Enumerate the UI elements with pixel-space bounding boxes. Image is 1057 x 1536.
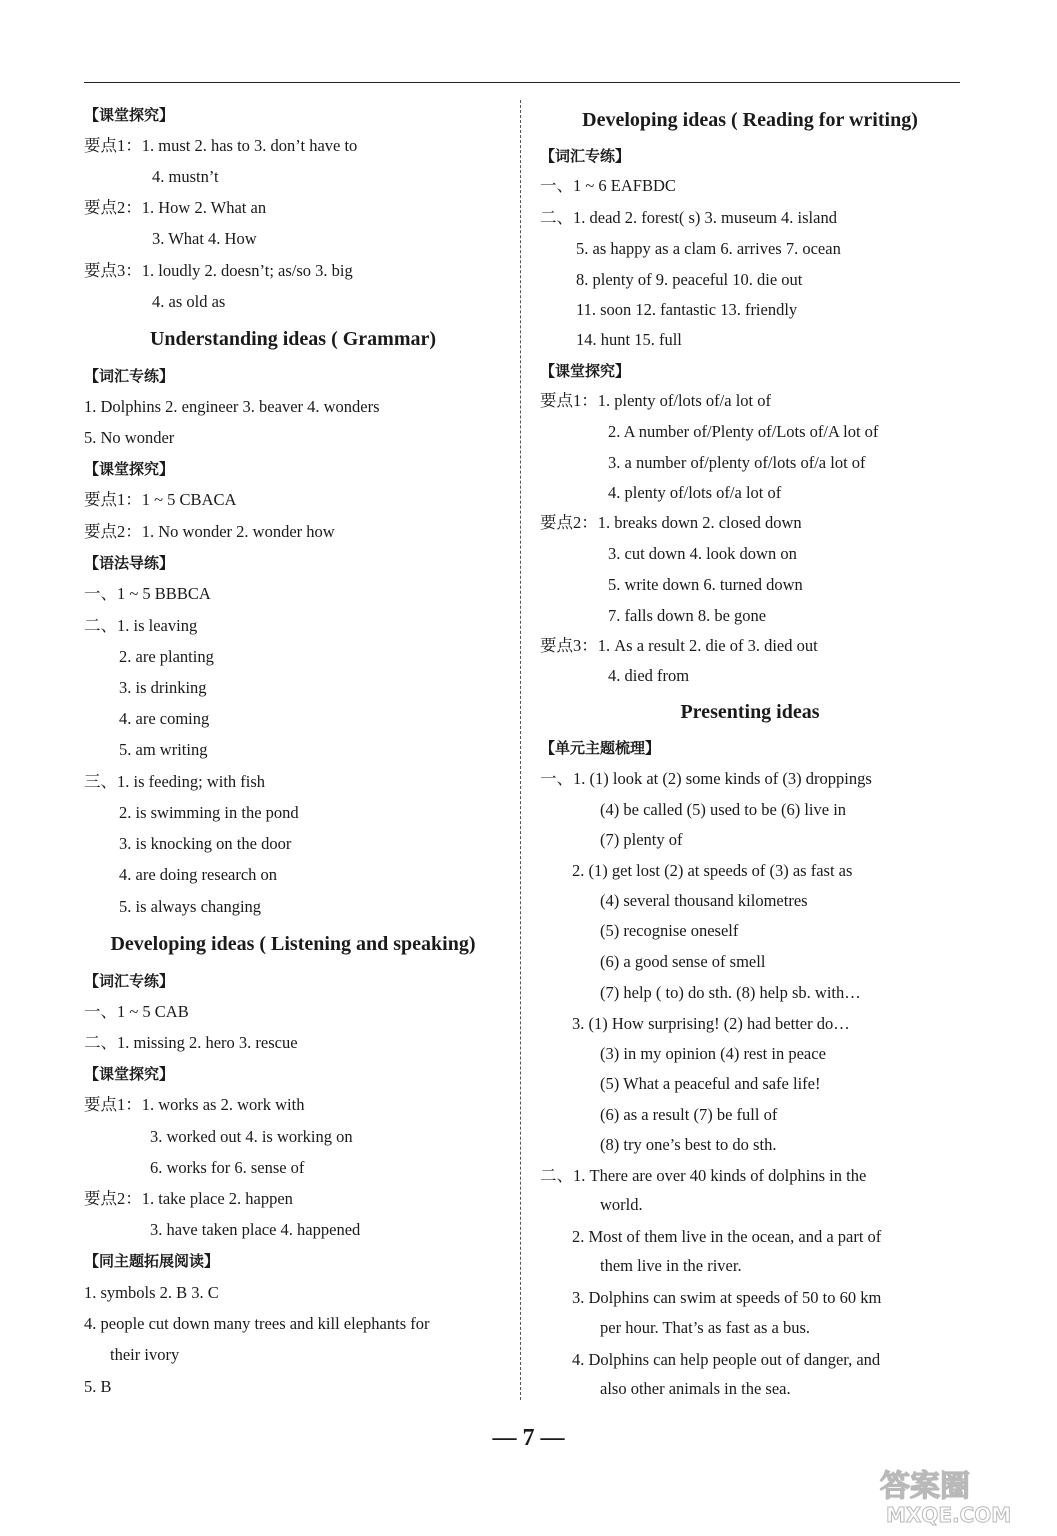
answer-line: (3) in my opinion (4) rest in peace [600,1044,826,1063]
answer-line: 要点1：1 ~ 5 CBACA [84,490,237,509]
section-label: 【词汇专练】 [84,972,175,990]
answer-line: 二、1. dead 2. forest( s) 3. museum 4. island [540,208,837,227]
answer-line: (8) try one’s best to do sth. [600,1135,777,1154]
answer-line: 5. B [84,1377,112,1396]
section-heading: Understanding ideas ( Grammar) [149,328,437,350]
answer-line: 1. symbols 2. B 3. C [84,1283,219,1302]
answer-line: 4. as old as [152,292,226,311]
answer-line: 3. worked out 4. is working on [150,1127,353,1146]
answer-line: 要点2：1. take place 2. happen [84,1189,293,1208]
answer-line: (6) as a result (7) be full of [600,1105,778,1124]
answer-line: 4. Dolphins can help people out of danger, and [572,1350,881,1369]
answer-line: 7. falls down 8. be gone [608,606,767,625]
answer-line: 要点2：1. How 2. What an [84,198,267,217]
section-label: 【词汇专练】 [84,367,175,385]
answer-line: 4. people cut down many trees and kill elephants for [84,1314,430,1333]
answer-line: 2. Most of them live in the ocean, and a part of [572,1227,882,1246]
answer-line: 4. mustn’t [152,167,219,186]
answer-line: 5. as happy as a clam 6. arrives 7. ocean [576,239,841,258]
svg-text:MXQE.COM: MXQE.COM [886,1503,1012,1527]
section-label: 【同主题拓展阅读】 [84,1252,220,1270]
answer-line: 三、1. is feeding; with fish [84,772,266,791]
section-heading: Presenting ideas [680,701,820,723]
answer-line: 3. have taken place 4. happened [150,1220,361,1239]
answer-line: (7) help ( to) do sth. (8) help sb. with… [600,983,861,1002]
answer-line: 4. are doing research on [119,865,278,884]
watermark-logo [872,1462,1042,1528]
answer-line: 要点1：1. works as 2. work with [84,1095,305,1114]
answer-line: 5. am writing [119,740,208,759]
answer-line: 3. a number of/plenty of/lots of/a lot of [608,453,866,472]
answer-line: (7) plenty of [600,830,683,849]
answer-line: world. [600,1195,643,1214]
answer-line: 二、1. is leaving [84,616,198,635]
answer-line: 3. (1) How surprising! (2) had better do… [572,1014,850,1033]
answer-line: 14. hunt 15. full [576,330,682,349]
svg-text:答案圈: 答案圈 [880,1469,970,1504]
answer-line: their ivory [110,1345,180,1364]
answer-line: (6) a good sense of smell [600,952,766,971]
section-label: 【课堂探究】 [84,106,175,124]
answer-line: 要点1：1. plenty of/lots of/a lot of [540,391,771,410]
section-heading: Developing ideas ( Reading for writing) [582,109,918,131]
answer-line: 要点3：1. loudly 2. doesn’t; as/so 3. big [84,261,353,280]
answer-line: 一、1 ~ 5 BBBCA [84,584,211,603]
section-label: 【语法导练】 [84,554,175,572]
answer-line: 3. cut down 4. look down on [608,544,797,563]
answer-line: 5. is always changing [119,897,262,916]
answer-line: (4) several thousand kilometres [600,891,808,910]
answer-line: 8. plenty of 9. peaceful 10. die out [576,270,803,289]
answer-line: 4. died from [608,666,690,685]
answer-line: 一、1 ~ 6 EAFBDC [540,176,676,195]
answer-line: 要点3：1. As a result 2. die of 3. died out [540,636,818,655]
answer-line: 一、1. (1) look at (2) some kinds of (3) droppings [540,769,872,788]
answer-line: per hour. That’s as fast as a bus. [600,1318,811,1337]
section-label: 【课堂探究】 [84,460,175,478]
answer-line: 4. plenty of/lots of/a lot of [608,483,782,502]
answer-line: 要点2：1. breaks down 2. closed down [540,513,802,532]
top-rule [84,82,960,83]
answer-line: 要点2：1. No wonder 2. wonder how [84,522,335,541]
answer-line: also other animals in the sea. [600,1379,791,1398]
answer-line: (5) recognise oneself [600,921,739,940]
column-divider [520,100,521,1400]
answer-line: 11. soon 12. fantastic 13. friendly [576,300,798,319]
answer-line: 一、1 ~ 5 CAB [84,1002,189,1021]
page-number: — 7 — [492,1425,565,1451]
answer-line: 5. write down 6. turned down [608,575,803,594]
answer-line: 3. is knocking on the door [119,834,292,853]
answer-line: (5) What a peaceful and safe life! [600,1074,821,1093]
answer-line: 3. Dolphins can swim at speeds of 50 to 60 km [572,1288,882,1307]
section-label: 【课堂探究】 [540,362,631,380]
answer-line: 6. works for 6. sense of [150,1158,305,1177]
answer-line: 3. What 4. How [152,229,257,248]
answer-line: 1. Dolphins 2. engineer 3. beaver 4. wonders [84,397,380,416]
answer-line: 2. is swimming in the pond [119,803,299,822]
answer-line: 2. (1) get lost (2) at speeds of (3) as fast as [572,861,853,880]
answer-line: them live in the river. [600,1256,742,1275]
answer-line: 二、1. missing 2. hero 3. rescue [84,1033,298,1052]
section-heading: Developing ideas ( Listening and speaking) [110,933,476,955]
section-label: 【课堂探究】 [84,1065,175,1083]
answer-line: 3. is drinking [119,678,207,697]
answer-line: 5. No wonder [84,428,175,447]
answer-line: (4) be called (5) used to be (6) live in [600,800,847,819]
section-label: 【单元主题梳理】 [540,739,661,757]
answer-line: 2. A number of/Plenty of/Lots of/A lot of [608,422,879,441]
answer-line: 2. are planting [119,647,214,666]
section-label: 【词汇专练】 [540,147,631,165]
answer-line: 要点1：1. must 2. has to 3. don’t have to [84,136,358,155]
answer-line: 二、1. There are over 40 kinds of dolphins in the [540,1166,867,1185]
answer-line: 4. are coming [119,709,210,728]
